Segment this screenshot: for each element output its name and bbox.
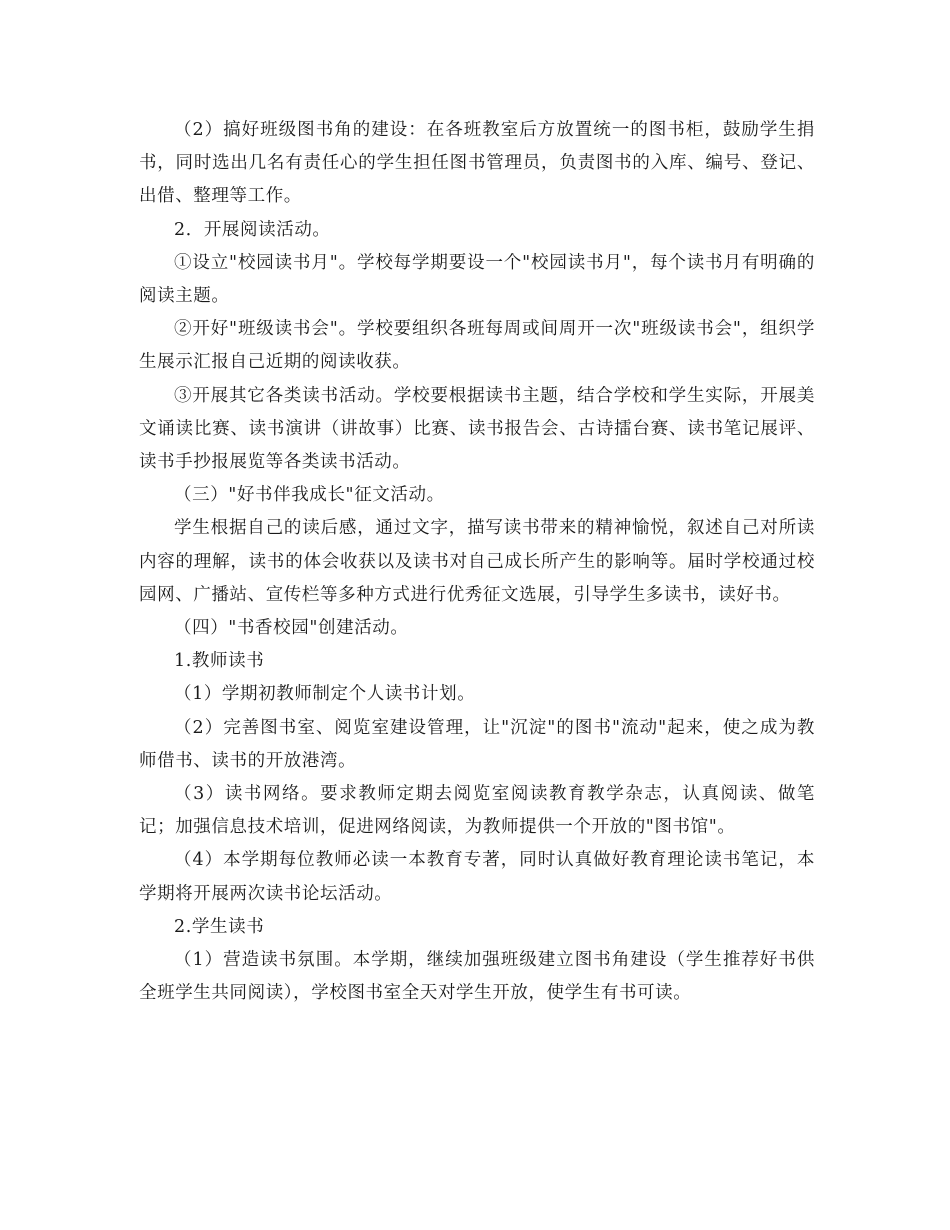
paragraph-reading-activities-heading: 2．开展阅读活动。	[174, 219, 331, 240]
paragraph-reading-network: （3）读书网络。要求教师定期去阅览室阅读教育教学杂志，认真阅读、做笔记；加强信息技术培训，促进网络阅读，为教师提供一个开放的"图书馆"。	[139, 784, 815, 838]
paragraph-essay-activity-heading: （三）"好书伴我成长"征文活动。	[174, 485, 445, 506]
paragraph-student-reading-heading: 2.学生读书	[174, 916, 265, 937]
paragraph-other-activities: ③开展其它各类读书活动。学校要根据读书主题，结合学校和学生实际，开展美文诵读比赛、读书演讲（讲故事）比赛、读书报告会、古诗擂台赛、读书笔记展评、读书手抄报展览等各类读书活动。	[139, 385, 815, 473]
paragraph-class-library-corner: （2）搞好班级图书角的建设：在各班教室后方放置统一的图书柜，鼓励学生捐书，同时选出几名有责任心的学生担任图书管理员，负责图书的入库、编号、登记、出借、整理等工作。	[139, 120, 815, 207]
document-body	[139, 114, 815, 1010]
paragraph-reading-atmosphere: （1）营造读书氛围。本学期，继续加强班级建立图书角建设（学生推荐好书供全班学生共同阅读），学校图书室全天对学生开放，使学生有书可读。	[139, 950, 815, 1004]
paragraph-class-reading-club: ②开好"班级读书会"。学校要组织各班每周或间周开一次"班级读书会"，组织学生展示汇报自己近期的阅读收获。	[139, 319, 815, 373]
paragraph-required-reading: （4）本学期每位教师必读一本教育专著，同时认真做好教育理论读书笔记，本学期将开展两次读书论坛活动。	[139, 850, 815, 904]
paragraph-teacher-plan: （1）学期初教师制定个人读书计划。	[174, 684, 476, 705]
paragraph-reading-month: ①设立"校园读书月"。学校每学期要设一个"校园读书月"，每个读书月有明确的阅读主题。	[139, 252, 815, 307]
paragraph-teacher-reading-heading: 1.教师读书	[174, 651, 265, 672]
paragraph-scholarly-campus-heading: （四）"书香校园"创建活动。	[174, 618, 409, 639]
paragraph-library-management: （2）完善图书室、阅览室建设管理，让"沉淀"的图书"流动"起来，使之成为教师借书、读书的开放港湾。	[139, 717, 815, 771]
paragraph-essay-activity: 学生根据自己的读后感，通过文字，描写读书带来的精神愉悦，叙述自己对所读内容的理解，读书的体会收获以及读书对自己成长所产生的影响等。届时学校通过校园网、广播站、宣传栏等多种方式进行优秀征文选展，引导学生多读书，读好书。	[139, 518, 815, 605]
